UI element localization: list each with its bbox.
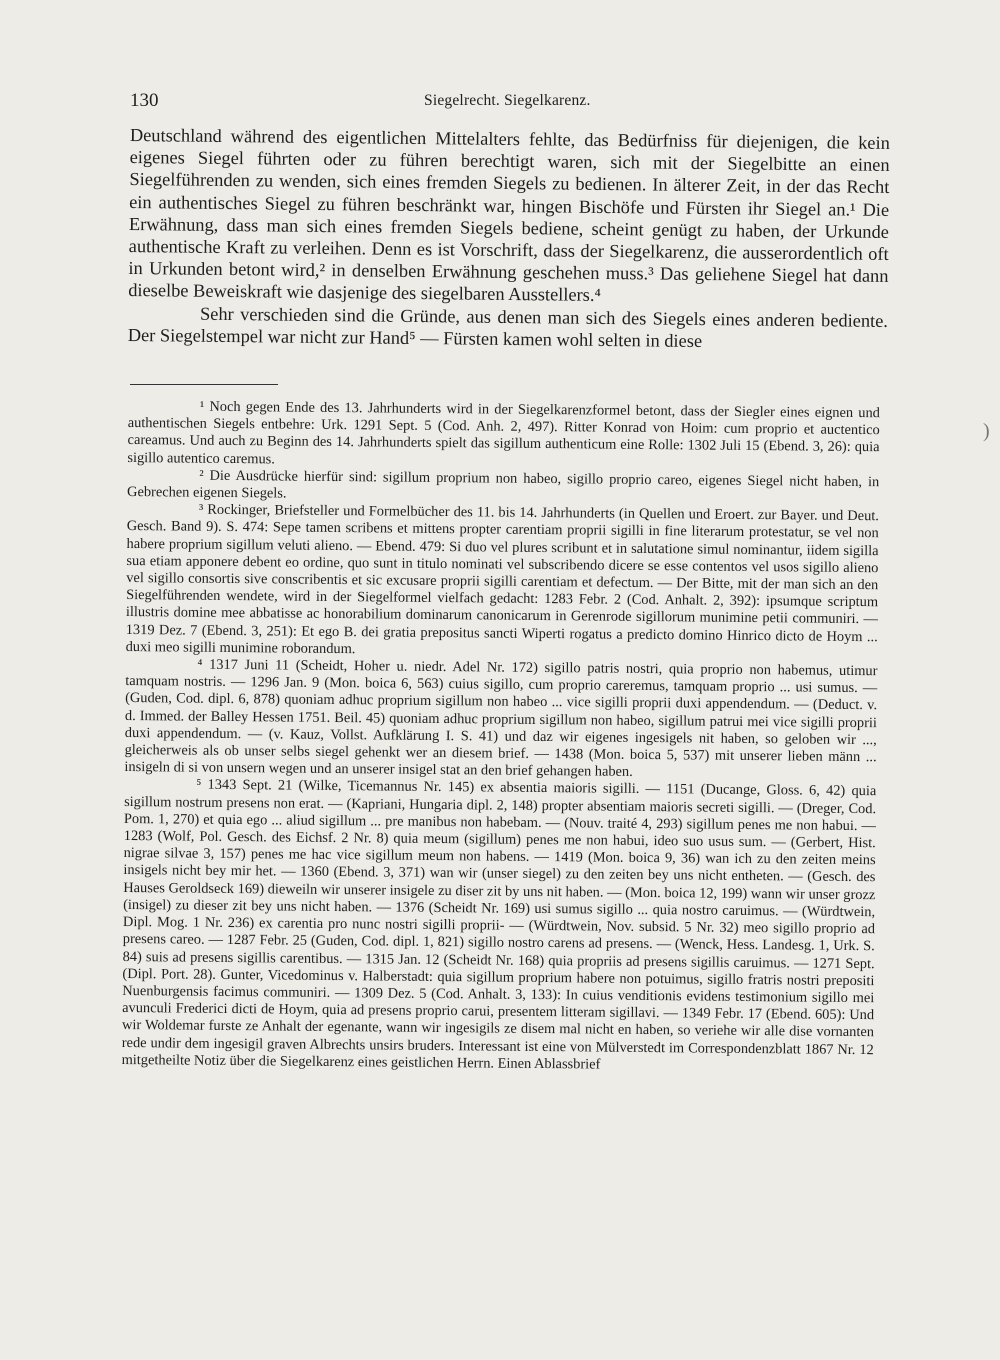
body-paragraph: Sehr verschieden sind die Gründe, aus denen man sich des Siegels eines anderen bediente. Der Siegelstempel war nicht zur Hand⁵ — Fürsten kamen wohl selten in diese (127, 303, 889, 351)
footnote-4: ⁴ 1317 Juni 11 (Scheidt, Hoher u. niedr. Adel Nr. 172) sigillo patris nostri, quia proprio non habemus, utimur tamquam nostris. — 1296 Jan. 9 (Mon. boica 6, 563) cuius sigillo, cum proprio careremus, tamquam proprio ... usi sumus. — (Guden, Cod. dipl. 6, 878) quoniam adhuc proprium sigillum non habeo ... vice sigilli proprii duxi appendendum. — (Deduct. v. d. Immed. der Balley Hessen 1751. Beil. 45) quoniam adhuc proprium sigillum non habeo, sigillum patrui mei vice sigilli proprii duxi appendendum. — (v. Kauz, Vollst. Aufklärung I. S. 41) und daz wir eigenes ingesigels nit haben, so geloben wir ..., gleicherweis als ob unser selbs siegel gehenkt wer an diesem brief. — 1438 (Mon. boica 5, 537) mit unserer lieben männ ... insigeln di si von unsern wegen und an unserer insigel stat an den brief gehangen haben. (124, 656, 878, 781)
page-number: 130 (130, 90, 159, 111)
footnotes (122, 398, 880, 1076)
footnote-2: ² Die Ausdrücke hierfür sind: sigillum proprium non habeo, sigillo proprio careo, eigenes Siegel nicht haben, in Gebrechen eigenen Siegels. (127, 467, 880, 502)
footnote-1: ¹ Noch gegen Ende des 13. Jahrhunderts wird in der Siegelkarenzformel betont, dass der Siegler eines eignen und authentischen Siegels entbehre: Urk. 1291 Sept. 5 (Cod. Anh. 2, 497). Ritter Konrad von Hoim: cum proprio et auctentico careamus. Und auch zu Beginn des 14. Jahrhunderts spielt das sigillum authenticum eine Rolle: 1302 Juli 15 (Ebend. 3, 26): quia sigillo autentico caremus. (127, 398, 880, 468)
footnote-3: ³ Rockinger, Briefsteller und Formelbücher des 11. bis 14. Jahrhunderts (in Quellen und Eroert. zur Bayer. und Deut. Gesch. Band 9). S. 474: Sepe tamen scribens et mittens propter carentiam proprii sigilli in fine literarum protestatur, se vel non habere proprium sigillum veluti alieno. — Ebend. 479: Si duo vel plures scribunt et in salutatione simul nominantur, iidem sigilla sua etiam apponere debent eo ordine, quo sunt in titulo nominati vel subscribendo dicere se esse contentos vel usos sigillo alieno vel sigillo consortis sive conscribentis et sic excusare proprii sigilli carentiam et defectum. — Der Bitte, mit der man sich an den Siegelführenden wendete, wird in der Siegelformel vielfach gedacht: 1283 Febr. 2 (Cod. Anhalt. 2, 392): ipsumque scriptum illustris domine mee abbatisse ac honorabilium dominarum canonicarum in Gerenrode sigillorum munimine petii communiri. — 1319 Dez. 7 (Ebend. 3, 251): Et ego B. dei gratia prepositus sancti Wiperti rogatus a predicto domino Hinrico dicto de Hoym ... duxi meo sigilli munimine roborandum. (125, 501, 879, 658)
body-paragraph: Deutschland während des eigentlichen Mittelalters fehlte, das Bedürfniss für diejenigen, die kein eigenes Siegel führten oder zu führen berechtigt waren, sich mit der Siegelbitte an einen Siegelführenden zu wenden, sich eines fremden Siegels zu bedienen. In älterer Zeit, in der das Recht ein authentisches Siegel zu führen beschränkt war, hingen Bischöfe und Fürsten ihr Siegel an.¹ Die Erwähnung, dass man sich eines fremden Siegels bediene, scheint genügt zu haben, der Urkunde authentische Kraft zu verleihen. Denn es ist Vorschrift, dass der Siegelkarenz, die ausserordentlich oft in Urkunden betont wird,² in denselben Erwähnung geschehen muss.³ Das geliehene Siegel hat dann dieselbe Beweiskraft wie dasjenige des siegelbaren Ausstellers.⁴ (128, 124, 890, 306)
margin-pencil-mark: ) (983, 420, 990, 442)
main-text (128, 124, 890, 354)
footnote-5: ⁵ 1343 Sept. 21 (Wilke, Ticemannus Nr. 145) ex absentia maioris sigilli. — 1151 (Ducange, Gloss. 6, 42) quia sigillum nostrum presens non erat. — (Kapriani, Hungaria dipl. 2, 148) propter absentiam maioris secreti sigilli. — (Dreger, Cod. Pom. 1, 270) et quia ego ... aliud sigillum ... pre manibus non habebam. — (Nouv. traité 4, 293) sigillum penes me non habui. — 1283 (Wolf, Pol. Gesch. des Eichsf. 2 Nr. 8) quia meum (sigillum) penes me non habui, ideo suo usus sum. — (Gerbert, Hist. nigrae silvae 3, 157) penes me hac vice sigillum meum non habens. — 1419 (Mon. boica 9, 36) wan ich zu den zeiten meins insigels nicht bey mir het. — 1360 (Ebend. 3, 371) wan wir (unser siegel) zu den zeiten bey uns nicht entheten. — (Gesch. des Hauses Geroldseck 169) dieweiln wir unserer insigele zu diser zit by uns nit haben. — (Mon. boica 12, 199) wann wir unser grozz (insigel) zu dieser zit bey uns nicht haben. — 1376 (Scheidt Nr. 169) usi sumus sigillo ... quia nostro caruimus. — (Würdtwein, Dipl. Mog. 1 Nr. 236) ex carentia pro nunc nostri sigilli proprii- — (Würdtwein, Nov. subsid. 5 Nr. 32) meo sigillo proprio ad presens careo. — 1287 Febr. 25 (Guden, Cod. dipl. 1, 821) sigillo nostro carens ad presens. — (Wenck, Hess. Landesg. 1, Urk. S. 84) suis ad presens sigillis carentibus. — 1315 Jan. 12 (Scheidt Nr. 168) quia propriis ad presens sigillis caruimus. — 1271 Sept. (Dipl. Port. 28). Gunter, Vicedominus v. Halberstadt: quia sigillum proprium habere non potuimus, sigillo fratris nostri prepositi Nuenburgensis facimus communiri. — 1309 Dez. 5 (Cod. Anhalt. 3, 133): In cuius venditionis evidens testimonium sigillo mei avunculi Frederici dicti de Hoym, quia ad presens proprio carui, presentem litteram sigillavi. — 1349 Febr. 17 (Ebend. 605): Und wir Woldemar furste ze Anhalt der egenante, wann wir ingesigils ze disem mal nicht en haben, so veriehe wir alle dise vornanten rede undir dem ingesigil graven Albrechts unsirs bruders. Interessant ist eine von Mülverstedt im Correspondenzblatt 1867 Nr. 12 mitgetheilte Notiz über die Siegelkarenz eines geistlichen Herrn. Einen Ablassbrief (121, 777, 877, 1073)
running-title: Siegelrecht. Siegelkarenz. (424, 92, 591, 109)
footnote-separator (130, 384, 278, 385)
